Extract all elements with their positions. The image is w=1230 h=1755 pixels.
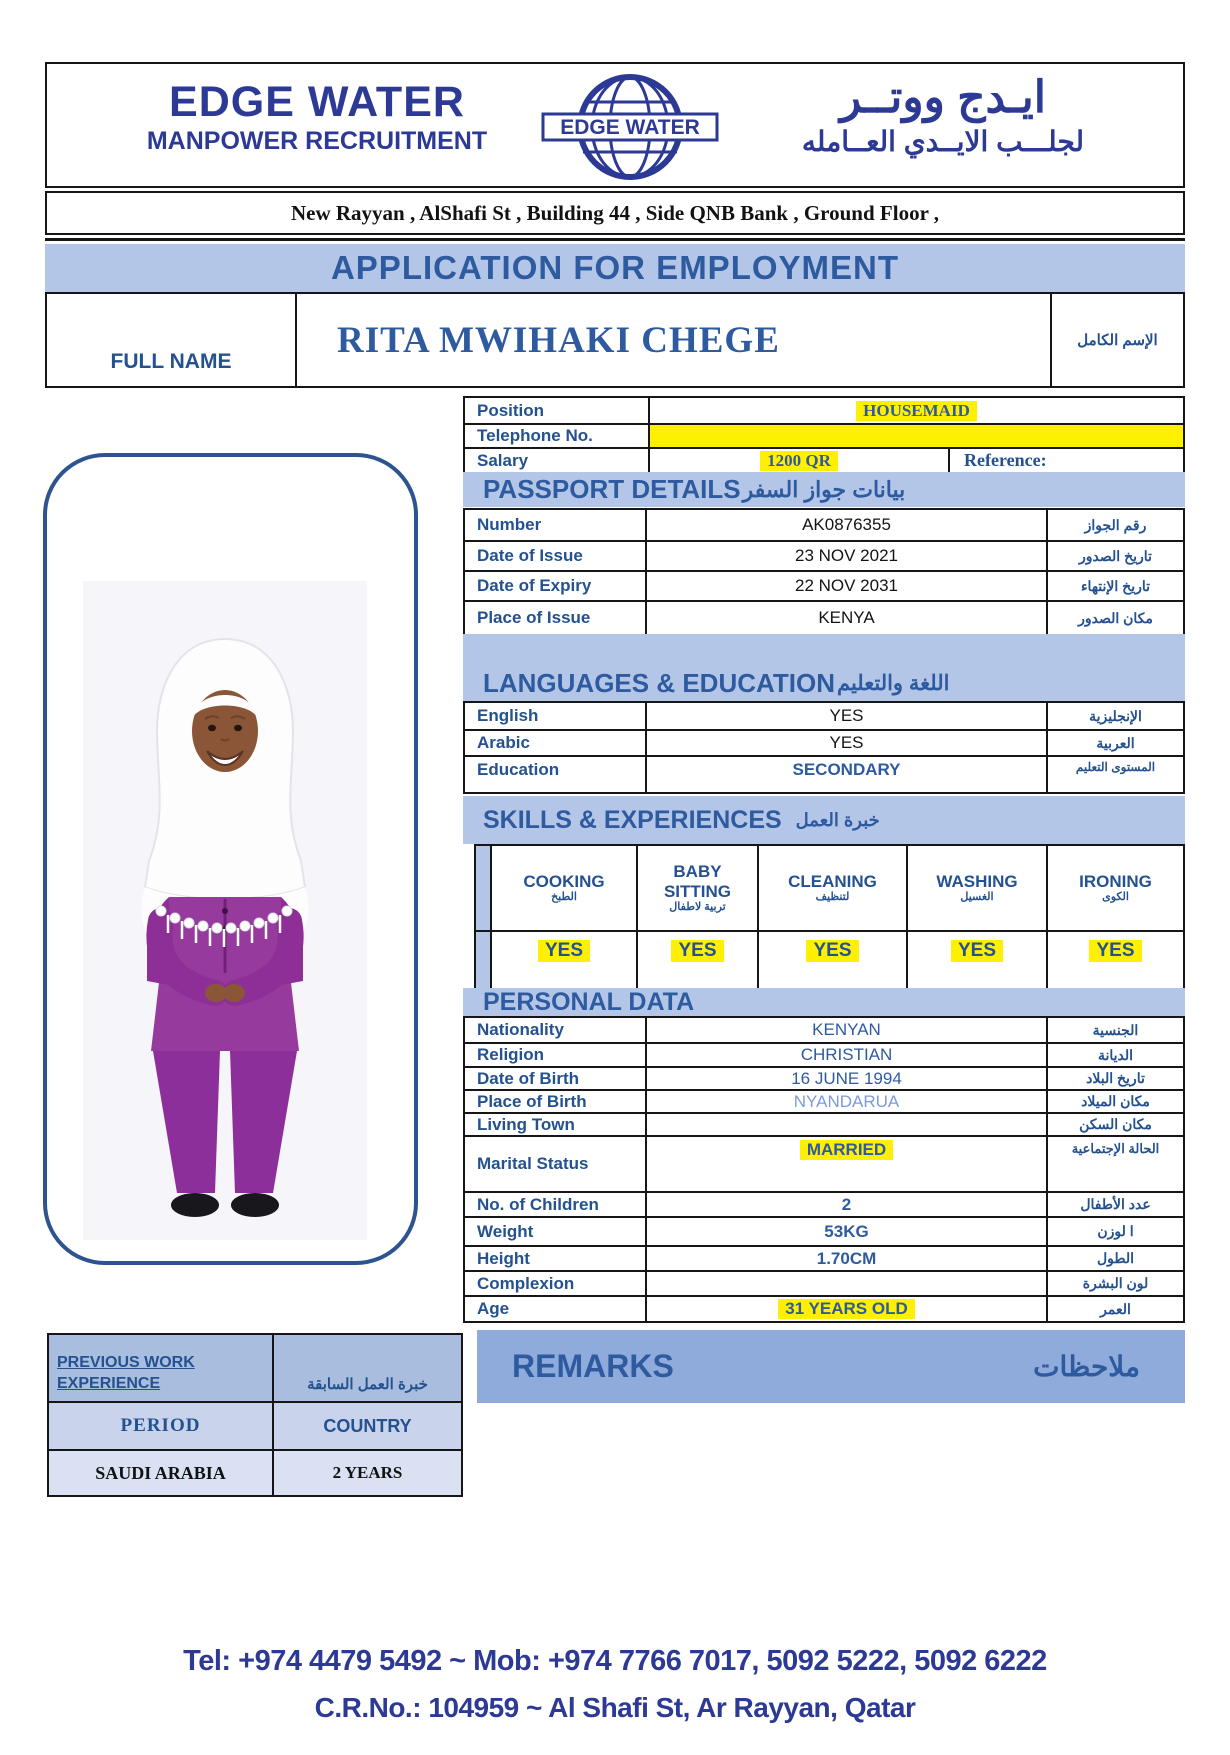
nationality-label-arabic: الجنسية: [1092, 1021, 1139, 1038]
table-row: [465, 729, 1183, 755]
skills-heading: SKILLS & EXPERIENCES: [483, 805, 782, 834]
age-label-arabic: العمر: [1100, 1300, 1131, 1317]
personal-table: [463, 1016, 1185, 1323]
skill-cooking-label-arabic: الطبخ: [551, 891, 577, 904]
place-of-birth-label-arabic: مكان الميلاد: [1081, 1093, 1150, 1109]
languages-heading: LANGUAGES & EDUCATION: [483, 667, 835, 698]
skill-ironing-value: YES: [1089, 940, 1141, 962]
telephone-label: Telephone No.: [477, 426, 593, 445]
globe-logo-icon: [535, 70, 725, 184]
address-bar: [45, 191, 1185, 235]
english-label: English: [477, 706, 539, 725]
company-name-arabic: ايـدج ووتــر: [840, 73, 1046, 122]
passport-heading-arabic: بيانات جواز السفر: [742, 476, 906, 502]
period-column-header: PERIOD: [120, 1415, 201, 1436]
divider-rule: [45, 238, 1185, 241]
personal-heading: PERSONAL DATA: [483, 987, 695, 1016]
previous-work-period-value: 2 YEARS: [332, 1463, 403, 1482]
place-of-issue-label: Place of Issue: [477, 608, 591, 627]
table-row: [465, 1295, 1183, 1321]
table-row: [465, 1191, 1183, 1216]
table-row: [465, 510, 1183, 540]
religion-label: Religion: [477, 1045, 545, 1064]
religion-value: CHRISTIAN: [800, 1045, 893, 1064]
skills-table: [474, 844, 1185, 990]
table-row: [465, 703, 1183, 729]
skill-washing-label: WASHING: [936, 871, 1018, 891]
languages-table: [463, 701, 1185, 794]
table-row: [465, 1135, 1183, 1191]
previous-work-country-value: SAUDI ARABIA: [95, 1462, 226, 1483]
table-row: [465, 1042, 1183, 1066]
skills-heading-band: [463, 796, 1185, 844]
country-column-header: COUNTRY: [323, 1415, 412, 1436]
position-value: HOUSEMAID: [856, 401, 977, 421]
skill-cleaning-label-arabic: لتنظيف: [815, 891, 850, 904]
full-name-label-arabic: الإسم الكامل: [1077, 332, 1158, 349]
table-row: [465, 1089, 1183, 1112]
date-of-expiry-label: Date of Expiry: [477, 576, 592, 595]
table-row: [465, 540, 1183, 570]
skill-cooking-label: COOKING: [523, 871, 605, 891]
passport-table: [463, 508, 1185, 636]
place-of-issue-label-arabic: مكان الصدور: [1078, 609, 1153, 626]
arabic-label: Arabic: [477, 733, 530, 752]
passport-heading-band: [463, 472, 1185, 507]
table-row: [465, 1018, 1183, 1042]
living-town-label-arabic: مكان السكن: [1079, 1116, 1152, 1132]
english-value: YES: [829, 706, 864, 725]
table-row: [465, 755, 1183, 792]
passport-number-value: AK0876355: [802, 515, 891, 534]
languages-heading-band: [463, 634, 1185, 701]
company-subtitle: MANPOWER RECRUITMENT: [146, 127, 488, 156]
previous-work-table: [47, 1333, 463, 1497]
previous-work-heading: PREVIOUS WORK EXPERIENCE: [57, 1354, 195, 1393]
children-value: 2: [841, 1194, 852, 1214]
weight-value: 53KG: [824, 1221, 869, 1241]
table-row: [465, 1270, 1183, 1295]
salary-value: 1200 QR: [760, 451, 838, 471]
remarks-band: [477, 1330, 1185, 1403]
date-of-birth-label: Date of Birth: [477, 1068, 579, 1088]
date-of-birth-value: 16 JUNE 1994: [791, 1068, 902, 1088]
place-of-birth-value: NYANDARUA: [793, 1091, 900, 1111]
languages-heading-arabic: اللغة والتعليم: [836, 672, 950, 696]
skill-babysitting-value: YES: [671, 940, 723, 962]
living-town-label: Living Town: [477, 1114, 575, 1134]
letterhead: [45, 62, 1185, 188]
full-name-value: RITA MWIHAKI CHEGE: [337, 319, 780, 361]
full-name-row: [45, 292, 1185, 388]
personal-heading-band: [463, 988, 1185, 1016]
company-name-arabic-block: [733, 72, 1153, 158]
skills-heading-arabic: خبرة العمل: [795, 809, 880, 830]
table-row: [465, 600, 1183, 634]
education-value: SECONDARY: [792, 760, 901, 779]
place-of-birth-label: Place of Birth: [477, 1091, 587, 1111]
passport-number-label: Number: [477, 515, 542, 534]
salary-label: Salary: [477, 450, 529, 470]
nationality-value: KENYAN: [812, 1020, 881, 1039]
passport-number-label-arabic: رقم الجواز: [1084, 516, 1147, 533]
skill-cleaning-value: YES: [806, 940, 858, 962]
complexion-label: Complexion: [477, 1273, 575, 1293]
english-label-arabic: الإنجليزية: [1089, 707, 1142, 724]
telephone-value: [648, 425, 1183, 447]
company-name: EDGE WATER: [169, 78, 465, 126]
job-table: [463, 396, 1185, 474]
skill-ironing-label: IRONING: [1079, 871, 1152, 891]
position-row: [465, 398, 1183, 423]
arabic-value: YES: [829, 733, 864, 752]
age-value: 31 YEARS OLD: [778, 1299, 915, 1319]
date-of-expiry-value: 22 NOV 2031: [794, 576, 898, 595]
complexion-label-arabic: لون البشرة: [1082, 1275, 1149, 1291]
reference-label: Reference:: [964, 450, 1047, 470]
date-of-issue-label-arabic: تاريخ الصدور: [1079, 547, 1152, 564]
full-name-label: FULL NAME: [110, 350, 232, 373]
height-value: 1.70CM: [816, 1248, 877, 1268]
date-of-expiry-label-arabic: تاريخ الإنتهاء: [1080, 577, 1151, 594]
weight-label: Weight: [477, 1221, 534, 1241]
children-label: No. of Children: [477, 1194, 599, 1214]
form-title-band: [45, 244, 1185, 292]
table-row: [465, 570, 1183, 600]
skill-cooking-value: YES: [538, 940, 590, 962]
skill-babysitting-label-arabic: تربية لاطفال: [669, 901, 726, 914]
address-text: New Rayyan , AlShafi St , Building 44 , Side QNB Bank , Ground Floor ,: [290, 200, 940, 225]
skill-ironing-label-arabic: الكوى: [1102, 891, 1129, 904]
place-of-issue-value: KENYA: [818, 608, 875, 627]
table-row: [465, 1245, 1183, 1270]
previous-work-heading-arabic: خبرة العمل السابقة: [307, 1376, 428, 1393]
telephone-row: [465, 423, 1183, 447]
skill-washing-label-arabic: الغسيل: [960, 891, 994, 904]
footer-contact-line2: C.R.No.: 104959 ~ Al Shafi St, Ar Rayyan, Qatar: [314, 1692, 916, 1723]
date-of-issue-label: Date of Issue: [477, 546, 583, 565]
date-of-issue-value: 23 NOV 2021: [794, 546, 898, 565]
weight-label-arabic: ا لوزن: [1097, 1223, 1134, 1239]
logo-banner-text: EDGE WATER: [560, 116, 700, 139]
education-label: Education: [477, 760, 560, 779]
height-label: Height: [477, 1248, 530, 1268]
arabic-label-arabic: العربية: [1096, 734, 1135, 751]
remarks-heading-arabic: ملاحظات: [1033, 1351, 1140, 1382]
height-label-arabic: الطول: [1096, 1250, 1135, 1266]
position-label: Position: [477, 400, 545, 420]
marital-status-label: Marital Status: [477, 1154, 589, 1173]
form-title: APPLICATION FOR EMPLOYMENT: [330, 249, 900, 286]
marital-status-value: MARRIED: [800, 1140, 893, 1160]
applicant-photo: [83, 581, 367, 1240]
skill-babysitting-label: BABY SITTING: [663, 862, 732, 901]
marital-status-label-arabic: الحالة الإجتماعية: [1071, 1141, 1160, 1156]
footer-contact-line1: Tel: +974 4479 5492 ~ Mob: +974 7766 7017, 5092 5222, 5092 6222: [183, 1645, 1047, 1677]
salary-row: [465, 447, 1183, 472]
table-row: [465, 1112, 1183, 1135]
date-of-birth-label-arabic: تاريخ البلاد: [1086, 1070, 1145, 1086]
remarks-heading: REMARKS: [512, 1348, 674, 1384]
passport-heading: PASSPORT DETAILS: [483, 474, 741, 504]
children-label-arabic: عدد الأطفال: [1080, 1196, 1151, 1212]
education-label-arabic: المستوى التعليم: [1075, 760, 1156, 774]
company-subtitle-arabic: لجلـــب الايــدي العــامله: [801, 125, 1085, 157]
table-row: [465, 1066, 1183, 1089]
religion-label-arabic: الديانة: [1097, 1046, 1134, 1063]
nationality-label: Nationality: [477, 1020, 564, 1039]
table-row: [465, 1216, 1183, 1245]
company-name-block: [102, 78, 532, 156]
skill-washing-value: YES: [951, 940, 1003, 962]
skill-cleaning-label: CLEANING: [788, 871, 877, 891]
age-label: Age: [477, 1299, 510, 1318]
